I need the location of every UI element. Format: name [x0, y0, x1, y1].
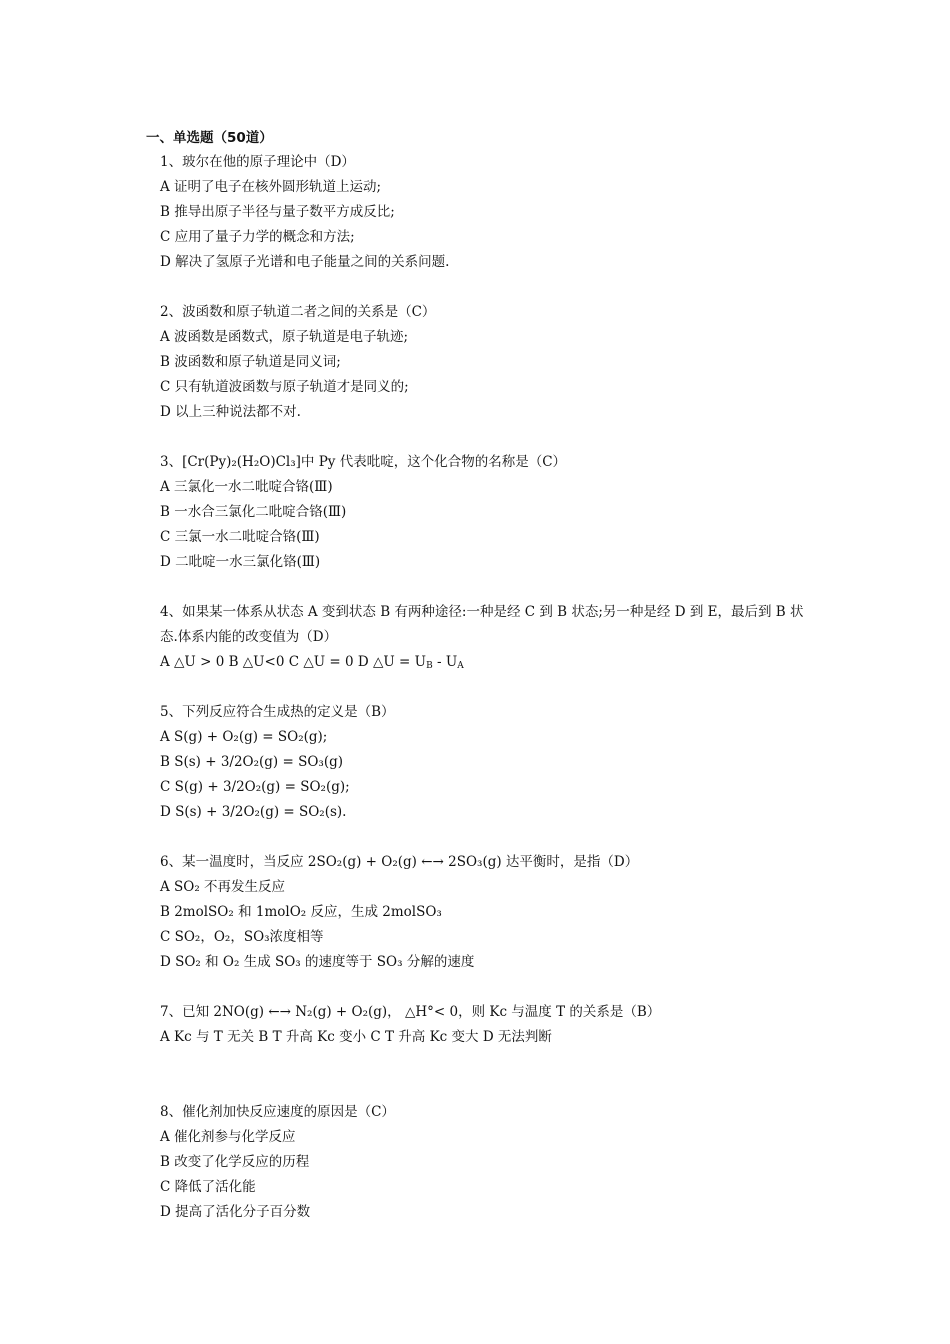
question-4: [160, 600, 820, 675]
option-a: A SO₂ 不再发生反应: [160, 879, 286, 895]
question-6: [160, 850, 820, 975]
question-stem: 5、下列反应符合生成热的定义是（B）: [160, 704, 395, 720]
option-c: C 应用了量子力学的概念和方法;: [160, 229, 355, 245]
question-8: [160, 1100, 820, 1225]
question-list: [160, 150, 820, 1225]
option-d: D 解决了氢原子光谱和电子能量之间的关系问题.: [160, 254, 450, 270]
option-b: B 改变了化学反应的历程: [160, 1154, 310, 1170]
option-b: B S(s) + 3/2O₂(g) = SO₃(g): [160, 754, 343, 770]
option-a: A 三氯化一水二吡啶合铬(Ⅲ): [160, 479, 333, 495]
question-stem: 7、已知 2NO(g) ←→ N₂(g) + O₂(g)， △H°< 0，则 Kc 与温度 T 的关系是（B）: [160, 1004, 661, 1020]
option-d: D SO₂ 和 O₂ 生成 SO₃ 的速度等于 SO₃ 分解的速度: [160, 954, 475, 970]
question-7: [160, 1000, 820, 1050]
option-b: B 2molSO₂ 和 1molO₂ 反应，生成 2molSO₃: [160, 904, 442, 920]
option-d: D 提高了活化分子百分数: [160, 1204, 311, 1220]
option-a: A S(g) + O₂(g) = SO₂(g);: [160, 729, 328, 745]
option-c: C 降低了活化能: [160, 1179, 256, 1195]
option-row: A Kc 与 T 无关 B T 升高 Kc 变小 C T 升高 Kc 变大 D 无法判断: [160, 1029, 552, 1045]
section-heading: 一、单选题（50道）: [146, 130, 273, 146]
question-stem: 2、波函数和原子轨道二者之间的关系是（C）: [160, 304, 436, 320]
option-a: A 波函数是函数式，原子轨道是电子轨迹;: [160, 329, 409, 345]
question-3: [160, 450, 820, 575]
question-1: [160, 150, 820, 275]
question-stem: 4、如果某一体系从状态 A 变到状态 B 有两种途径:一种是经 C 到 B 状态;另一种是经 D 到 E，最后到 B 状态.体系内能的改变值为（D）: [160, 604, 804, 645]
option-c: C S(g) + 3/2O₂(g) = SO₂(g);: [160, 779, 350, 795]
option-b: B 一水合三氯化二吡啶合铬(Ⅲ): [160, 504, 347, 520]
option-c: C 只有轨道波函数与原子轨道才是同义的;: [160, 379, 409, 395]
question-stem: 8、催化剂加快反应速度的原因是（C）: [160, 1104, 395, 1120]
question-stem: 3、[Cr(Py)₂(H₂O)Cl₃]中 Py 代表吡啶，这个化合物的名称是（C）: [160, 454, 567, 470]
option-row: A △U > 0 B △U<0 C △U = 0 D △U = $U_B - U_A$: [160, 654, 464, 671]
option-d: D S(s) + 3/2O₂(g) = SO₂(s).: [160, 804, 347, 820]
question-stem: 6、某一温度时，当反应 2SO₂(g) + O₂(g) ←→ 2SO₃(g) 达平衡时，是指（D）: [160, 854, 639, 870]
question-2: [160, 300, 820, 425]
question-stem: 1、玻尔在他的原子理论中（D）: [160, 154, 355, 170]
option-b: B 推导出原子半径与量子数平方成反比;: [160, 204, 395, 220]
option-d: D 以上三种说法都不对.: [160, 404, 301, 420]
option-b: B 波函数和原子轨道是同义词;: [160, 354, 341, 370]
option-a: A 催化剂参与化学反应: [160, 1129, 296, 1145]
option-d: D 二吡啶一水三氯化铬(Ⅲ): [160, 554, 321, 570]
option-c: C SO₂，O₂，SO₃浓度相等: [160, 929, 324, 945]
question-5: [160, 700, 820, 825]
option-a: A 证明了电子在核外圆形轨道上运动;: [160, 179, 382, 195]
option-c: C 三氯一水二吡啶合铬(Ⅲ): [160, 529, 320, 545]
